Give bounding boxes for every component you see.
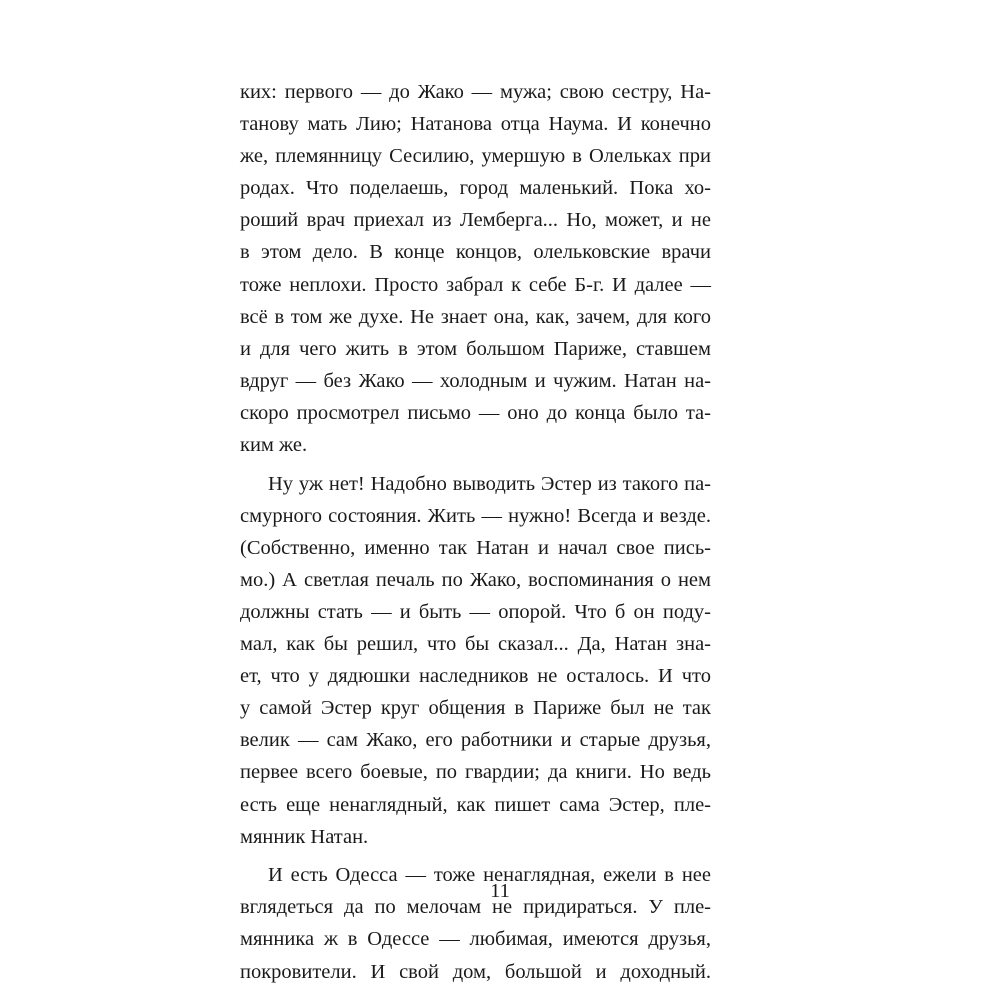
text-line: мо.) А светлая печаль по Жако, воспоминания о нем (240, 568, 711, 591)
text-line: и для чего жить в этом большом Париже, ставшем (240, 337, 711, 360)
text-line: Ну уж нет! Надобно выводить Эстер из такого па- (268, 472, 711, 495)
page-number: 11 (490, 880, 510, 902)
paragraph-3 (240, 859, 711, 987)
text-line: мал, как бы решил, что бы сказал... Да, Натан зна- (240, 633, 711, 656)
text-line: роший врач приехал из Лемберга... Но, может, и не (240, 209, 711, 232)
text-line: есть еще ненаглядный, как пишет сама Эстер, пле- (240, 793, 711, 816)
text-line: первее всего боевые, по гвардии; да книги. Но ведь (240, 761, 711, 784)
text-line: мянник Натан. (240, 825, 369, 848)
text-line: вглядеться да по мелочам не придираться. У пле- (240, 896, 711, 919)
paragraph-2 (240, 468, 711, 853)
text-line: смурного состояния. Жить — нужно! Всегда и везде. (240, 504, 711, 527)
text-line: всё в том же духе. Не знает она, как, зачем, для кого (240, 305, 711, 328)
text-line: мянника ж в Одессе — любимая, имеются друзья, (240, 928, 711, 951)
text-line: скоро просмотрел письмо — оно до конца было та- (240, 401, 711, 424)
text-line: у самой Эстер круг общения в Париже был не так (240, 697, 711, 720)
text-line: тоже неплохи. Просто забрал к себе Б-г. И далее — (240, 273, 711, 296)
text-line: родах. Что поделаешь, город маленький. Пока хо- (240, 177, 711, 200)
text-line: вдруг — без Жако — холодным и чужим. Натан на- (240, 369, 711, 392)
paragraph-1 (240, 76, 711, 461)
text-line: танову мать Лию; Натанова отца Наума. И конечно (240, 113, 711, 136)
text-line: должны стать — и быть — опорой. Что б он поду- (240, 601, 711, 623)
text-line: ет, что у дядюшки наследников не осталось. И что (240, 665, 711, 688)
text-line: же, племянницу Сесилию, умершую в Олельках при (240, 145, 711, 168)
body-text (240, 76, 711, 988)
text-line: ким же. (240, 434, 308, 457)
text-line: велик — сам Жако, его работники и старые друзья, (240, 729, 711, 752)
text-line: покровители. И свой дом, большой и доходный. (240, 960, 711, 983)
text-line: (Собственно, именно так Натан и начал свое пись- (240, 536, 711, 559)
text-line: в этом дело. В конце концов, олельковские врачи (240, 241, 711, 264)
text-line: И есть Одесса — тоже ненаглядная, ежели в нее (268, 864, 711, 887)
text-line: ких: первого — до Жако — мужа; свою сестру, На- (240, 81, 711, 103)
